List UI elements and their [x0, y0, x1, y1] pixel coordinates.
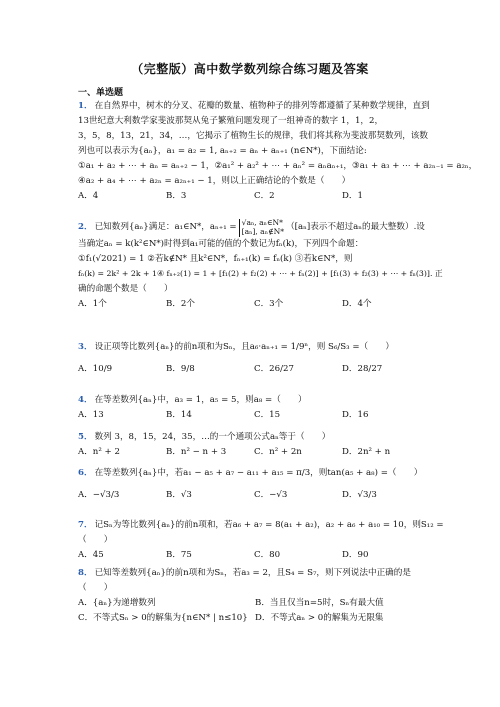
section-heading: 一、单选题 [78, 88, 124, 98]
question-text: 在等差数列{aₙ}中，a₃ = 1，a₅ = 5，则a₈ =（ ） [94, 395, 307, 405]
question-3 [78, 342, 433, 386]
question-number: 8． [78, 568, 93, 578]
option-b[interactable]: B．n² − n + 3 [166, 447, 227, 457]
question-number: 1． [78, 101, 93, 111]
question-text: 在等差数列{aₙ}中，若a₁ − a₅ + a₇ − a₁₁ + a₁₅ = π/3，则tan(a₅ + a₈) =（ ） [94, 468, 423, 478]
option-a[interactable]: A．4 [78, 191, 99, 201]
options-row [78, 490, 433, 512]
option-b[interactable]: B．√3 [166, 490, 192, 500]
options-row [78, 613, 433, 628]
question-2 [78, 217, 443, 314]
option-a[interactable]: A．45 [78, 550, 104, 560]
options-row [78, 598, 433, 613]
document-title: （完整版）高中数学数列综合练习题及答案 [131, 62, 369, 76]
option-c[interactable]: C．15 [254, 410, 281, 420]
option-c[interactable]: C．80 [254, 550, 281, 560]
question-number: 6． [78, 468, 93, 478]
option-c[interactable]: C．−√3 [254, 490, 288, 500]
piece-top: √aₙ, aₙ∈N* [241, 218, 283, 228]
option-b[interactable]: B．9/8 [166, 364, 195, 374]
option-b[interactable]: B．75 [166, 550, 192, 560]
question-number: 5． [78, 432, 93, 442]
option-d[interactable]: D．不等式aₙ > 0的解集为无限集 [255, 613, 384, 623]
question-number: 7． [78, 520, 93, 530]
option-d[interactable]: D．√3/3 [342, 490, 377, 500]
question-text: ①f₁(√2021) = 1 ②若k∉N* 且k²∈N*，fₙ₊₁(k) = fₙ(k) ③若k∈N*，则 [78, 254, 353, 264]
option-b[interactable]: B．3 [166, 191, 187, 201]
question-number: 2． [78, 222, 93, 233]
option-b[interactable]: B．14 [166, 410, 192, 420]
option-a[interactable]: A．n² + 2 [78, 447, 120, 457]
options-row [78, 410, 433, 425]
options-row [78, 299, 433, 314]
options-row [78, 447, 433, 462]
options-row [78, 550, 433, 565]
question-4 [78, 395, 433, 425]
question-text: （[aₙ]表示不超过aₙ的最大整数）.设 [286, 222, 425, 233]
option-d[interactable]: D．90 [342, 550, 369, 560]
options-row [78, 191, 433, 206]
question-number: 3． [78, 342, 93, 352]
question-text: 数列 3，8，15，24，35，…的一个通项公式aₙ等于（ ） [94, 432, 331, 442]
option-d[interactable]: D．2n² + n [342, 447, 391, 457]
question-text: 已知等差数列{aₙ}的前n项和为Sₙ，若a₃ = 2，且S₄ = S₇，则下列说法中正确的是 [94, 568, 411, 578]
option-a[interactable]: A．{aₙ}为递增数列 [78, 598, 156, 608]
question-text: 13世纪意大利数学家斐波那契从兔子繁殖问题发现了一组神奇的数字 1，1，2， [78, 116, 384, 126]
question-text: ④a₂ + a₄ + ⋯ + a₂ₙ = a₂ₙ₊₁ − 1，则以上正确结论的个数是（ ） [78, 176, 351, 186]
question-text: 列也可以表示为{aₙ}，a₁ = a₂ = 1, aₙ₊₂ = aₙ + aₙ₊₁ (n∈N*)，下面结论: [78, 146, 367, 156]
option-a[interactable]: A．13 [78, 410, 104, 420]
question-text: 当确定aₙ = k(k²∈N*)时得到a₁可能的值的个数记为fₙ(k)，下列四个命题： [78, 239, 364, 249]
question-text: 记Sₙ为等比数列{aₙ}的前n项和，若a₆ + a₇ = 8(a₁ + a₂)，a₂ + a₆ + a₁₀ = 10，则S₁₂ = [94, 520, 444, 530]
option-c[interactable]: C．26/27 [254, 364, 294, 374]
question-5 [78, 432, 433, 462]
question-text: ①a₁ + a₂ + ⋯ + aₙ = aₙ₊₂ − 1，②a₁² + a₂² + ⋯ + aₙ² = aₙaₙ₊₁，③a₁ + a₃ + ⋯ + a₂ₙ₋₁ = a₂ₙ， [78, 161, 478, 171]
question-8 [78, 568, 433, 628]
option-a[interactable]: A．10/9 [78, 364, 113, 374]
option-a[interactable]: A．1个 [78, 299, 107, 309]
question-number: 4． [78, 395, 93, 405]
question-7 [78, 520, 444, 565]
option-b[interactable]: B．当且仅当n=5时，Sₙ有最大值 [255, 598, 384, 608]
question-text: 在自然界中，树木的分叉、花瓣的数量、植物种子的排列等都遵循了某种数学规律，直到 [94, 101, 430, 111]
question-text: 确的命题个数是（ ） [78, 284, 173, 294]
piece-bottom: [aₙ], aₙ∉N* [241, 227, 285, 236]
option-d[interactable]: D．28/27 [342, 364, 383, 374]
question-text: fₙ(k) = 2k² + 2k + 1④ fₙ₊₂(1) = 1 + [f₁(2) + f₂(2) + ⋯ + fₙ(2)] + [f₁(3) + f₂(3) + ⋯ + fₙ(3)]. 正 [78, 269, 443, 278]
option-a[interactable]: A．−√3/3 [78, 490, 120, 500]
option-d[interactable]: D．1 [342, 191, 363, 201]
question-6 [78, 468, 433, 512]
option-c[interactable]: C．不等式Sₙ > 0的解集为{n∈N* | n≤10} [78, 613, 248, 623]
option-c[interactable]: C．2 [254, 191, 275, 201]
question-text: 3，5，8，13，21，34，…，它揭示了植物生长的规律，我们将其称为斐波那契数列，该数 [78, 131, 428, 141]
option-d[interactable]: D．4个 [342, 299, 372, 309]
question-text: （ ） [78, 535, 113, 545]
option-c[interactable]: C．3个 [254, 299, 284, 309]
option-d[interactable]: D．16 [342, 410, 369, 420]
option-c[interactable]: C．n² + 2n [254, 447, 302, 457]
question-1 [78, 101, 478, 206]
question-text: 设正项等比数列{aₙ}的前n项和为Sₙ，且a₆·aₙ₊₁ = 1/9ⁿ，则 S₆/S₃ =（ ） [94, 342, 394, 352]
option-b[interactable]: B．2个 [166, 299, 195, 309]
question-text: （ ） [78, 583, 113, 593]
question-text: 已知数列{aₙ}满足：a₁∈N*，aₙ₊₁ = [94, 222, 237, 233]
piecewise-definition [239, 219, 284, 236]
options-row [78, 364, 433, 386]
